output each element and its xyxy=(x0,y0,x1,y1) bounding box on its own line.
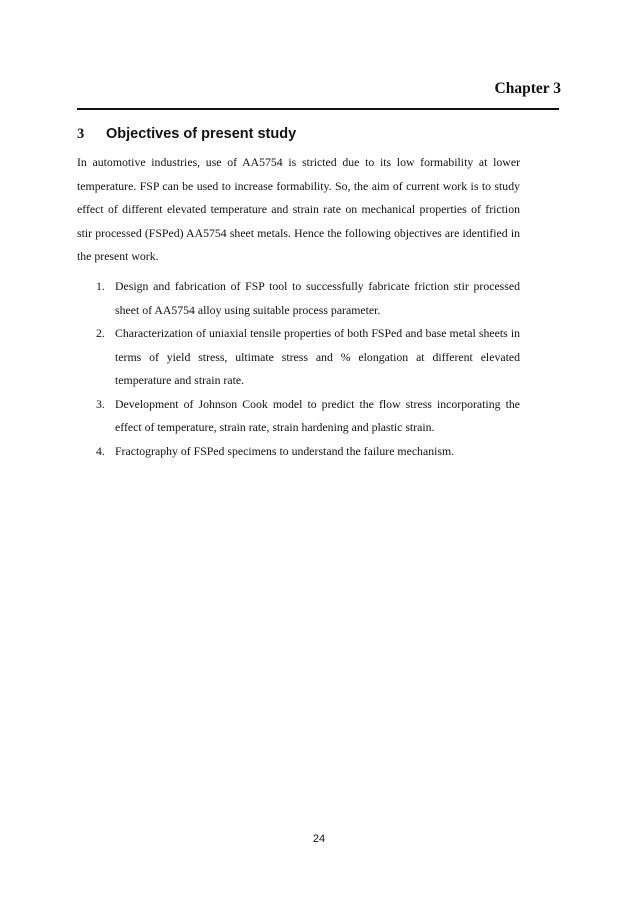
chapter-label: Chapter 3 xyxy=(494,80,561,97)
objective-item xyxy=(96,322,520,393)
objective-item xyxy=(96,393,520,440)
objectives-list xyxy=(96,275,520,463)
intro-paragraph: In automotive industries, use of AA5754 is stricted due to its low formability at lower temperature. FSP can be used to increase formability. So, the aim of current work is to study effect of different elevated temperature and strain rate on mechanical properties of friction stir processed (FSPed) AA5754 sheet metals. Hence the following objectives are identified in the present work. xyxy=(77,155,520,263)
objective-number: 3. xyxy=(96,396,105,411)
objective-number: 1. xyxy=(96,279,105,293)
objective-number: 4. xyxy=(96,443,105,458)
objective-number: 2. xyxy=(96,326,105,340)
objective-text: Development of Johnson Cook model to predict the flow stress incorporating the effect of temperature, strain rate, strain hardening and plastic strain. xyxy=(115,396,520,434)
objective-text: Fractography of FSPed specimens to understand the failure mechanism. xyxy=(115,443,455,458)
page-number: 24 xyxy=(312,833,326,845)
section-title: Objectives of present study xyxy=(106,126,297,142)
objective-item xyxy=(96,275,520,322)
objective-text: Characterization of uniaxial tensile properties of both FSPed and base metal sheets in terms of yield stress, ultimate stress and % elongation at different elevated temperature and strain rate. xyxy=(115,326,520,387)
objective-item xyxy=(96,440,520,464)
header-divider xyxy=(77,108,559,110)
section-heading xyxy=(77,125,559,143)
objective-text: Design and fabrication of FSP tool to successfully fabricate friction stir processed sheet of AA5754 alloy using suitable process parameter. xyxy=(115,279,520,317)
section-number: 3 xyxy=(77,126,85,142)
